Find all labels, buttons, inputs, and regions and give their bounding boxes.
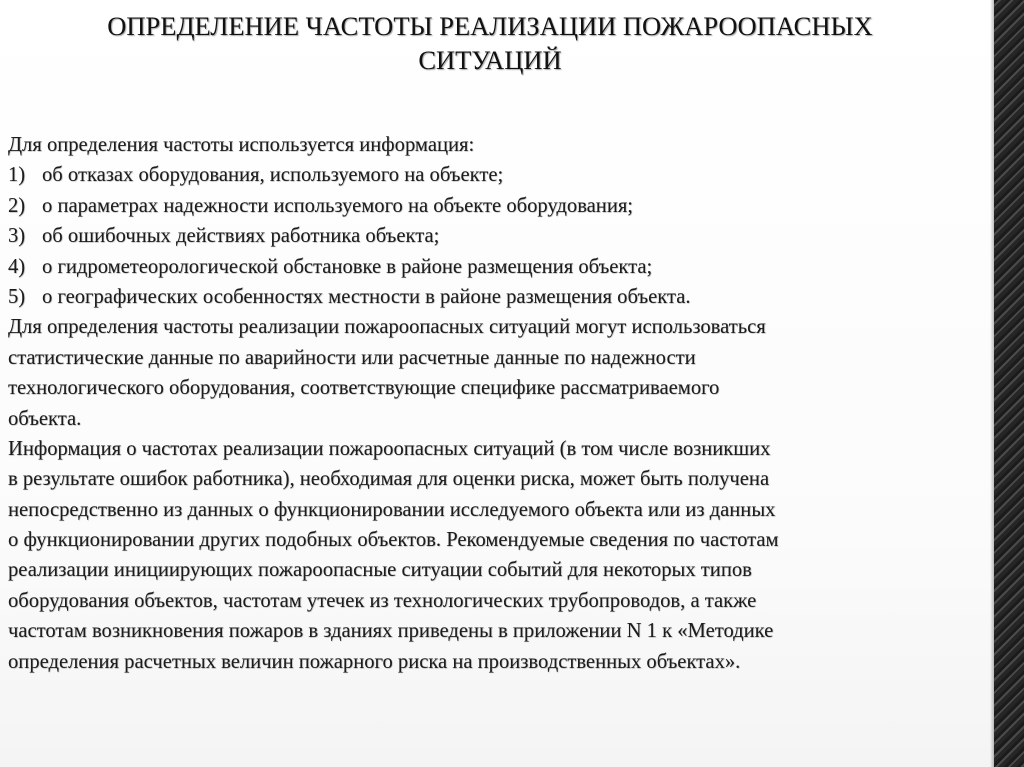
list-item-number: 1) <box>8 164 26 187</box>
list-item <box>8 191 983 221</box>
paragraph-frequency-info <box>8 434 983 677</box>
paragraph-line: оборудования объектов, частотам утечек из технологических трубопроводов, а также <box>8 589 757 612</box>
list-item-number: 5) <box>8 285 26 308</box>
list-item-number: 3) <box>8 225 26 248</box>
decorative-side-strip <box>994 0 1024 767</box>
slide-title-line-1: ОПРЕДЕЛЕНИЕ ЧАСТОТЫ РЕАЛИЗАЦИИ ПОЖАРООПАСНЫХ <box>107 11 873 41</box>
list-item-text: о параметрах надежности используемого на объекте оборудования; <box>42 194 634 217</box>
list-item-text: о гидрометеорологической обстановке в районе размещения объекта; <box>42 255 653 278</box>
paragraph-line: в результате ошибок работника), необходимая для оценки риска, может быть получена <box>8 468 770 491</box>
intro-text: Для определения частоты используется информация: <box>8 134 475 156</box>
paragraph-line: реализации инициирующих пожароопасные ситуации событий для некоторых типов <box>8 559 752 582</box>
slide-body <box>8 130 983 677</box>
paragraph-line: технологического оборудования, соответствующие специфике рассматриваемого <box>8 377 720 400</box>
paragraph-line: Для определения частоты реализации пожароопасных ситуаций могут использоваться <box>8 316 766 339</box>
list-item <box>8 160 983 190</box>
slide-title-line-2: СИТУАЦИЙ <box>418 45 562 75</box>
paragraph-line: объекта. <box>8 407 82 430</box>
list-item-number: 2) <box>8 194 26 217</box>
paragraph-line: статистические данные по аварийности или расчетные данные по надежности <box>8 346 696 369</box>
list-item <box>8 221 983 251</box>
list-item <box>8 282 983 312</box>
list-item-text: об отказах оборудования, используемого на объекте; <box>42 164 504 187</box>
info-source-list <box>8 160 983 312</box>
paragraph-line: частотам возникновения пожаров в зданиях приведены в приложении N 1 к «Методике <box>8 620 774 643</box>
list-item-text: об ошибочных действиях работника объекта; <box>42 225 440 248</box>
paragraph-line: определения расчетных величин пожарного риска на производственных объектах». <box>8 650 741 673</box>
slide-title <box>40 9 940 77</box>
list-item-number: 4) <box>8 255 26 278</box>
paragraph-line: непосредственно из данных о функционировании исследуемого объекта или из данных <box>8 498 776 521</box>
paragraph-statistics <box>8 312 983 434</box>
list-item-text: о географических особенностях местности в районе размещения объекта. <box>42 285 691 308</box>
paragraph-line: Информация о частотах реализации пожароопасных ситуаций (в том числе возникших <box>8 437 771 460</box>
paragraph-line: о функционировании других подобных объектов. Рекомендуемые сведения по частотам <box>8 529 779 552</box>
list-item <box>8 252 983 282</box>
